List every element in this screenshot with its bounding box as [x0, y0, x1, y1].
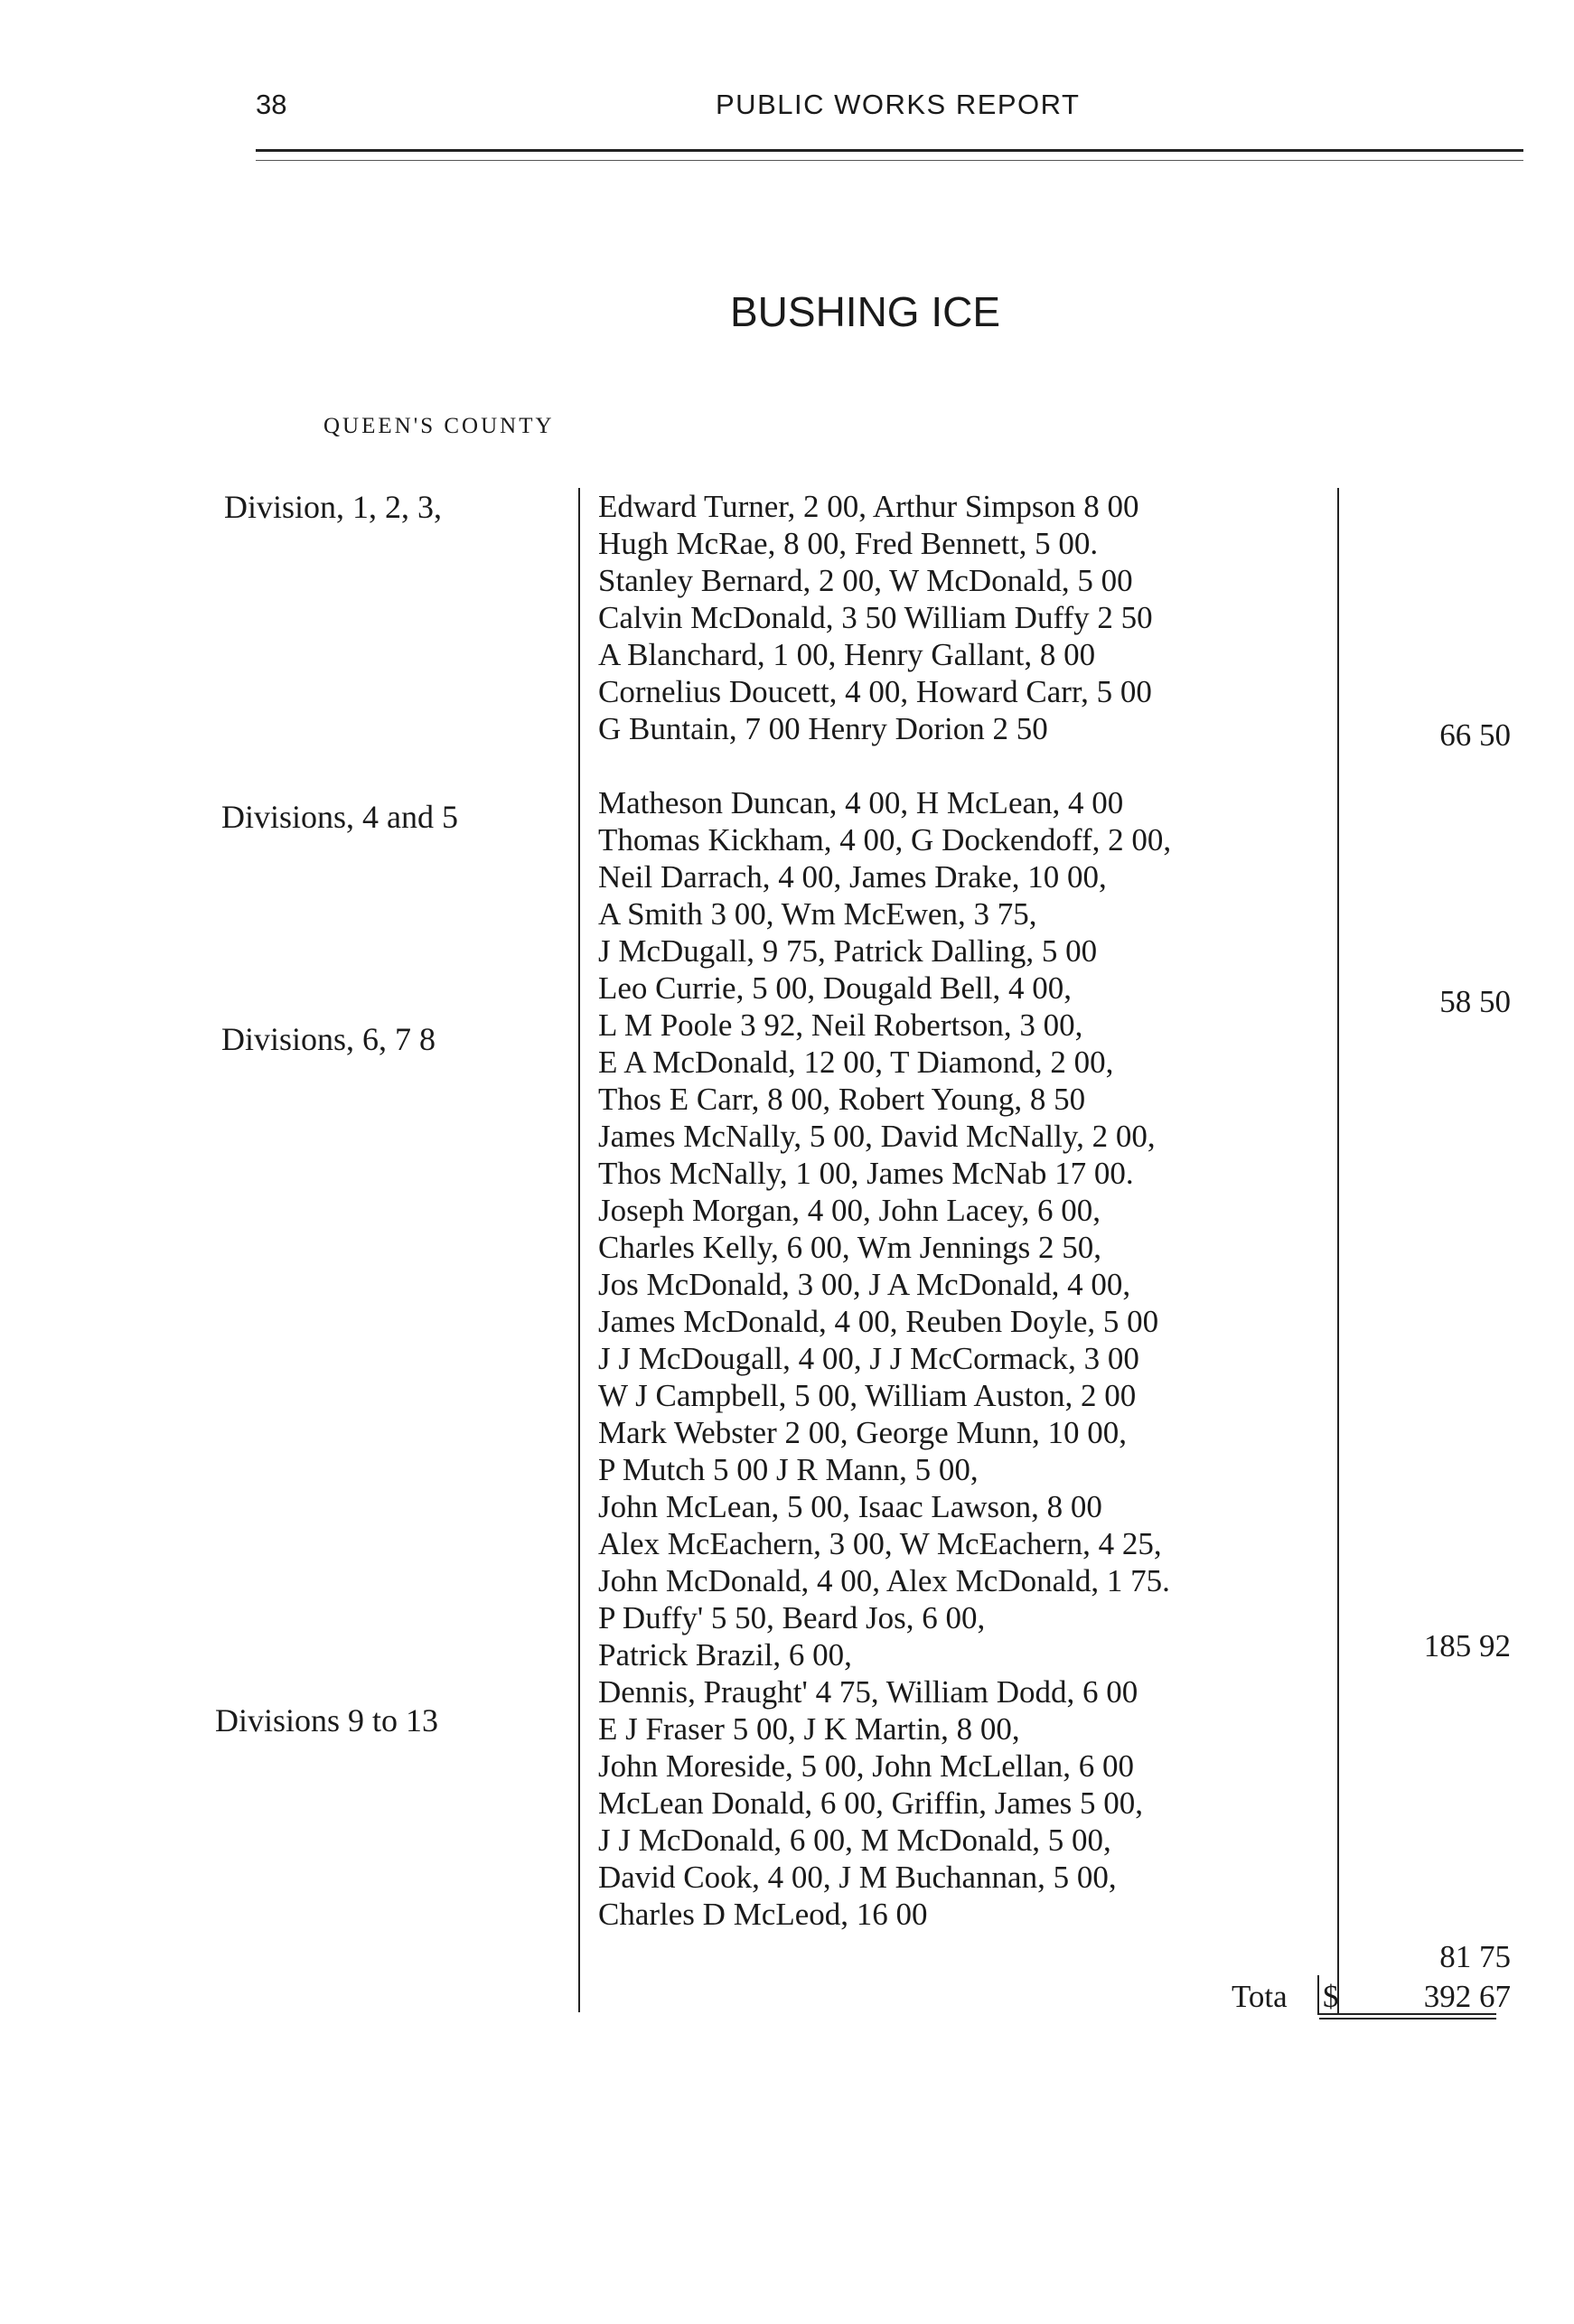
entry-line: P Duffy' 5 50, Beard Jos, 6 00, — [598, 1600, 986, 1635]
division-label: Divisions 9 to 13 — [215, 1702, 439, 1738]
entry-line: John McDonald, 4 00, Alex McDonald, 1 75. — [598, 1563, 1170, 1598]
entry-line: Dennis, Praught' 4 75, William Dodd, 6 00 — [598, 1674, 1138, 1710]
total-label: Tota — [1232, 1979, 1288, 2014]
entry-line: E J Fraser 5 00, J K Martin, 8 00, — [598, 1711, 1020, 1747]
entry-line: John Moreside, 5 00, John McLellan, 6 00 — [598, 1748, 1134, 1784]
entry-line: Patrick Brazil, 6 00, — [598, 1637, 852, 1673]
column-rule-left — [578, 488, 580, 2012]
entry-line: J J McDougall, 4 00, J J McCormack, 3 00 — [598, 1341, 1139, 1376]
entry-line: James McNally, 5 00, David McNally, 2 00, — [598, 1119, 1156, 1154]
running-head: PUBLIC WORKS REPORT — [716, 89, 1081, 120]
entry-line: E A McDonald, 12 00, T Diamond, 2 00, — [598, 1045, 1114, 1080]
entry-line: Mark Webster 2 00, George Munn, 10 00, — [598, 1415, 1127, 1450]
entry-line: McLean Donald, 6 00, Griffin, James 5 00, — [598, 1785, 1143, 1821]
entry-line: Edward Turner, 2 00, Arthur Simpson 8 00 — [598, 489, 1139, 524]
entry-line: J J McDonald, 6 00, M McDonald, 5 00, — [598, 1823, 1111, 1858]
division-amount: 185 92 — [1423, 1628, 1511, 1663]
entry-line — [598, 747, 1171, 784]
entry-line: G Buntain, 7 00 Henry Dorion 2 50 — [598, 711, 1048, 746]
entry-line: Hugh McRae, 8 00, Fred Bennett, 5 00. — [598, 526, 1099, 561]
entry-list — [598, 488, 1171, 1933]
division-label: Divisions, 4 and 5 — [221, 799, 459, 835]
entry-line: Stanley Bernard, 2 00, W McDonald, 5 00 — [598, 563, 1133, 598]
entry-line: W J Campbell, 5 00, William Auston, 2 00 — [598, 1378, 1137, 1413]
division-label: Divisions, 6, 7 8 — [221, 1021, 436, 1057]
entry-line: James McDonald, 4 00, Reuben Doyle, 5 00 — [598, 1304, 1159, 1339]
entry-line: Leo Currie, 5 00, Dougald Bell, 4 00, — [598, 970, 1072, 1006]
entry-line: Thos E Carr, 8 00, Robert Young, 8 50 — [598, 1082, 1086, 1117]
entry-line: Matheson Duncan, 4 00, H McLean, 4 00 — [598, 785, 1124, 820]
division-amount: 66 50 — [1439, 717, 1511, 753]
division-amount: 58 50 — [1439, 984, 1511, 1019]
page-number: 38 — [256, 89, 287, 120]
county-heading: QUEEN'S COUNTY — [323, 414, 555, 438]
division-label: Division, 1, 2, 3, — [224, 489, 443, 525]
entry-line: Alex McEachern, 3 00, W McEachern, 4 25, — [598, 1526, 1162, 1561]
entry-line: Charles D McLeod, 16 00 — [598, 1897, 928, 1932]
entry-line: Thos McNally, 1 00, James McNab 17 00. — [598, 1156, 1134, 1191]
total-currency: $ — [1323, 1979, 1339, 2014]
entry-line: Charles Kelly, 6 00, Wm Jennings 2 50, — [598, 1230, 1102, 1265]
entry-line: J McDugall, 9 75, Patrick Dalling, 5 00 — [598, 933, 1098, 969]
division-amount: 81 75 — [1439, 1939, 1511, 1974]
entry-line: A Blanchard, 1 00, Henry Gallant, 8 00 — [598, 637, 1096, 672]
column-rule-right — [1337, 488, 1339, 2015]
total-value: 392 67 — [1423, 1979, 1511, 2014]
entry-line: Neil Darrach, 4 00, James Drake, 10 00, — [598, 859, 1107, 895]
entry-line: Calvin McDonald, 3 50 William Duffy 2 50 — [598, 600, 1153, 635]
header-rule-thin — [256, 160, 1523, 161]
entry-line: Cornelius Doucett, 4 00, Howard Carr, 5 00 — [598, 674, 1152, 709]
entry-line: Jos McDonald, 3 00, J A McDonald, 4 00, — [598, 1267, 1131, 1302]
entry-line: John McLean, 5 00, Isaac Lawson, 8 00 — [598, 1489, 1102, 1524]
entry-line: Thomas Kickham, 4 00, G Dockendoff, 2 00, — [598, 822, 1172, 857]
section-title: BUSHING ICE — [730, 288, 1001, 335]
entry-line: David Cook, 4 00, J M Buchannan, 5 00, — [598, 1860, 1117, 1895]
entry-line: Joseph Morgan, 4 00, John Lacey, 6 00, — [598, 1193, 1101, 1228]
entry-line: P Mutch 5 00 J R Mann, 5 00, — [598, 1452, 979, 1487]
header-rule-thick — [256, 149, 1523, 152]
entry-line: L M Poole 3 92, Neil Robertson, 3 00, — [598, 1007, 1083, 1043]
entry-line: A Smith 3 00, Wm McEwen, 3 75, — [598, 896, 1037, 932]
